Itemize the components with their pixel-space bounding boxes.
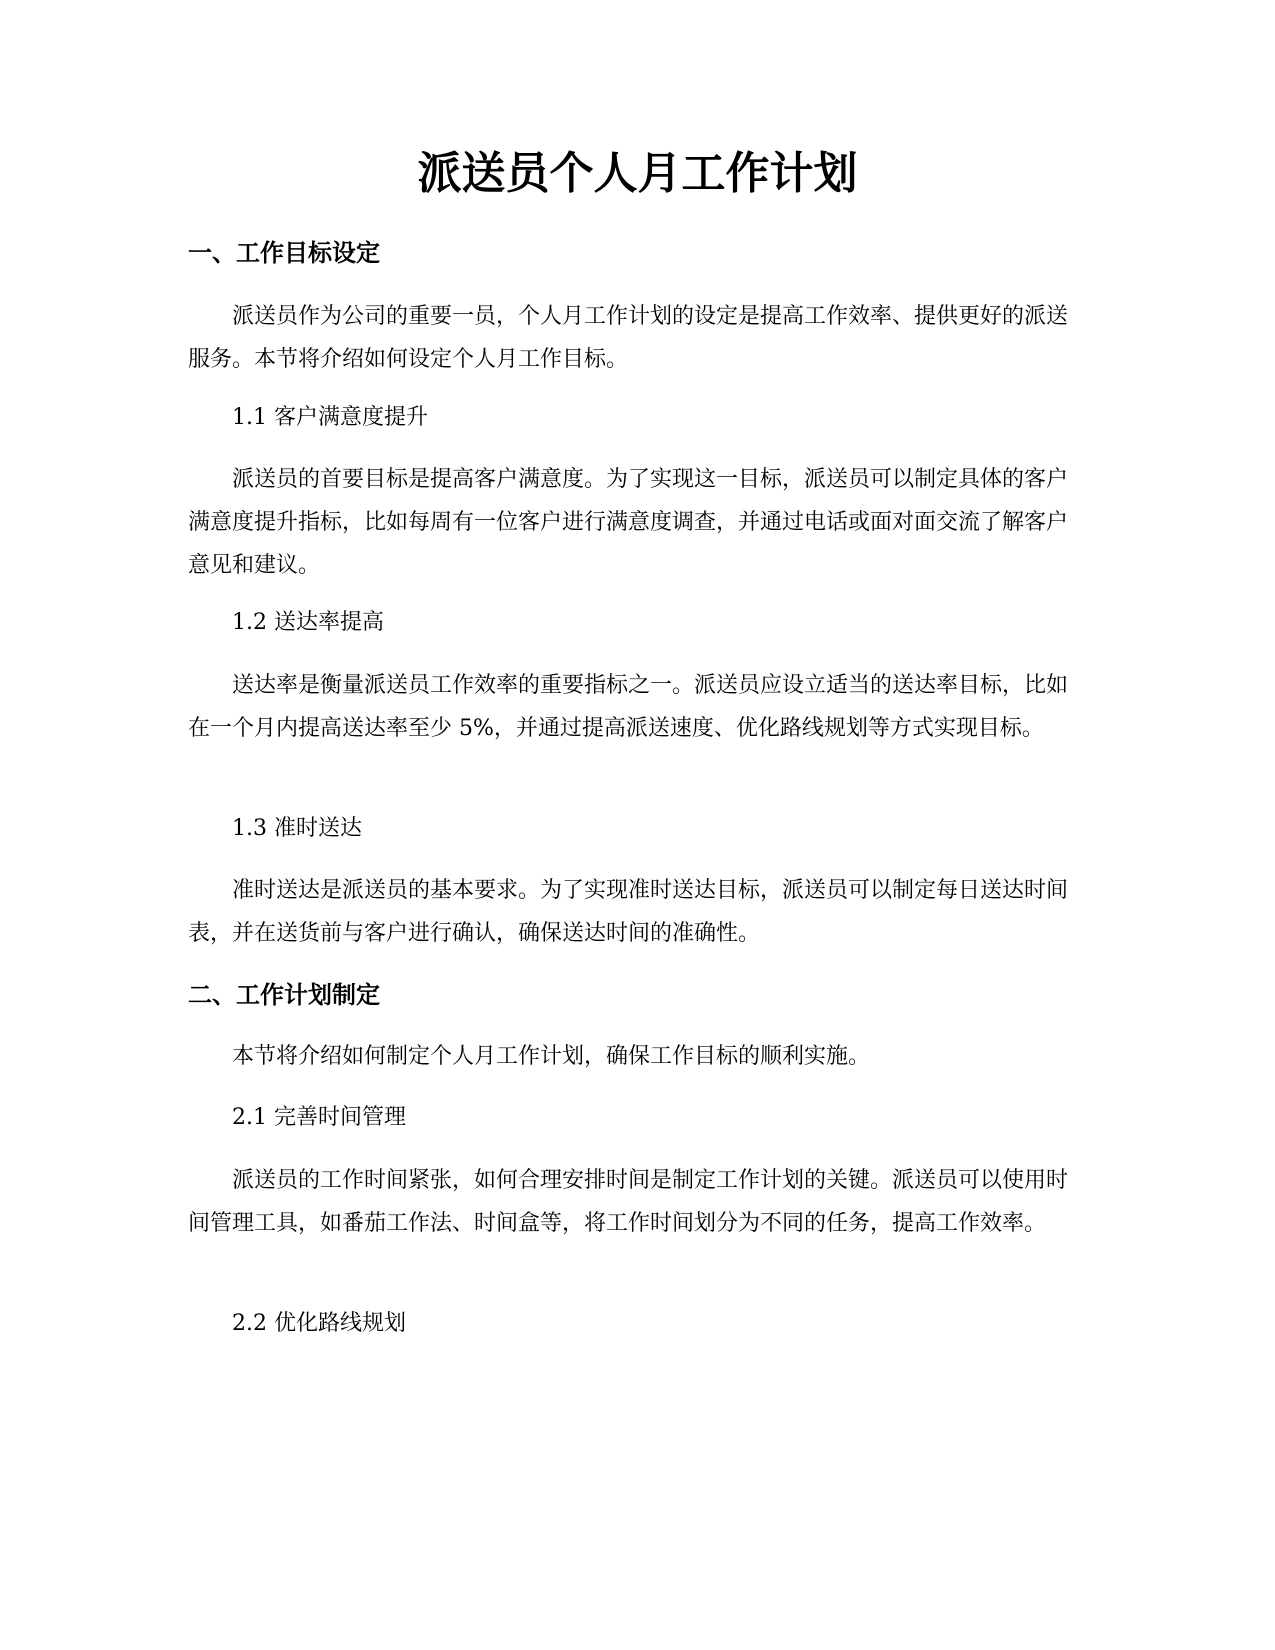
subsection-body-time-management: 派送员的工作时间紧张，如何合理安排时间是制定工作计划的关键。派送员可以使用时间管理工具，如番茄工作法、时间盒等，将工作时间划分为不同的任务，提高工作效率。	[188, 1168, 1069, 1236]
section-heading-plan: 二、工作计划制定	[188, 981, 380, 1009]
section-intro-plan: 本节将介绍如何制定个人月工作计划，确保工作目标的顺利实施。	[232, 1044, 871, 1069]
subsection-title-delivery-rate: 1.2 送达率提高	[232, 610, 384, 635]
subsection-title-time-management: 2.1 完善时间管理	[232, 1105, 406, 1130]
subsection-title-on-time: 1.3 准时送达	[232, 816, 362, 841]
section-intro-goals: 派送员作为公司的重要一员，个人月工作计划的设定是提高工作效率、提供更好的派送服务。本节将介绍如何设定个人月工作目标。	[188, 304, 1069, 372]
subsection-body-satisfaction: 派送员的首要目标是提高客户满意度。为了实现这一目标，派送员可以制定具体的客户满意度提升指标，比如每周有一位客户进行满意度调查，并通过电话或面对面交流了解客户意见和建议。	[188, 467, 1069, 578]
subsection-title-satisfaction: 1.1 客户满意度提升	[232, 405, 428, 430]
page-title: 派送员个人月工作计划	[417, 148, 858, 199]
subsection-title-route-planning: 2.2 优化路线规划	[232, 1311, 406, 1336]
subsection-body-delivery-rate: 送达率是衡量派送员工作效率的重要指标之一。派送员应设立适当的送达率目标，比如在一个月内提高送达率至少 5%，并通过提高派送速度、优化路线规划等方式实现目标。	[188, 673, 1069, 741]
subsection-body-on-time: 准时送达是派送员的基本要求。为了实现准时送达目标，派送员可以制定每日送达时间表，并在送货前与客户进行确认，确保送达时间的准确性。	[188, 878, 1069, 946]
section-heading-goals: 一、工作目标设定	[188, 239, 380, 267]
